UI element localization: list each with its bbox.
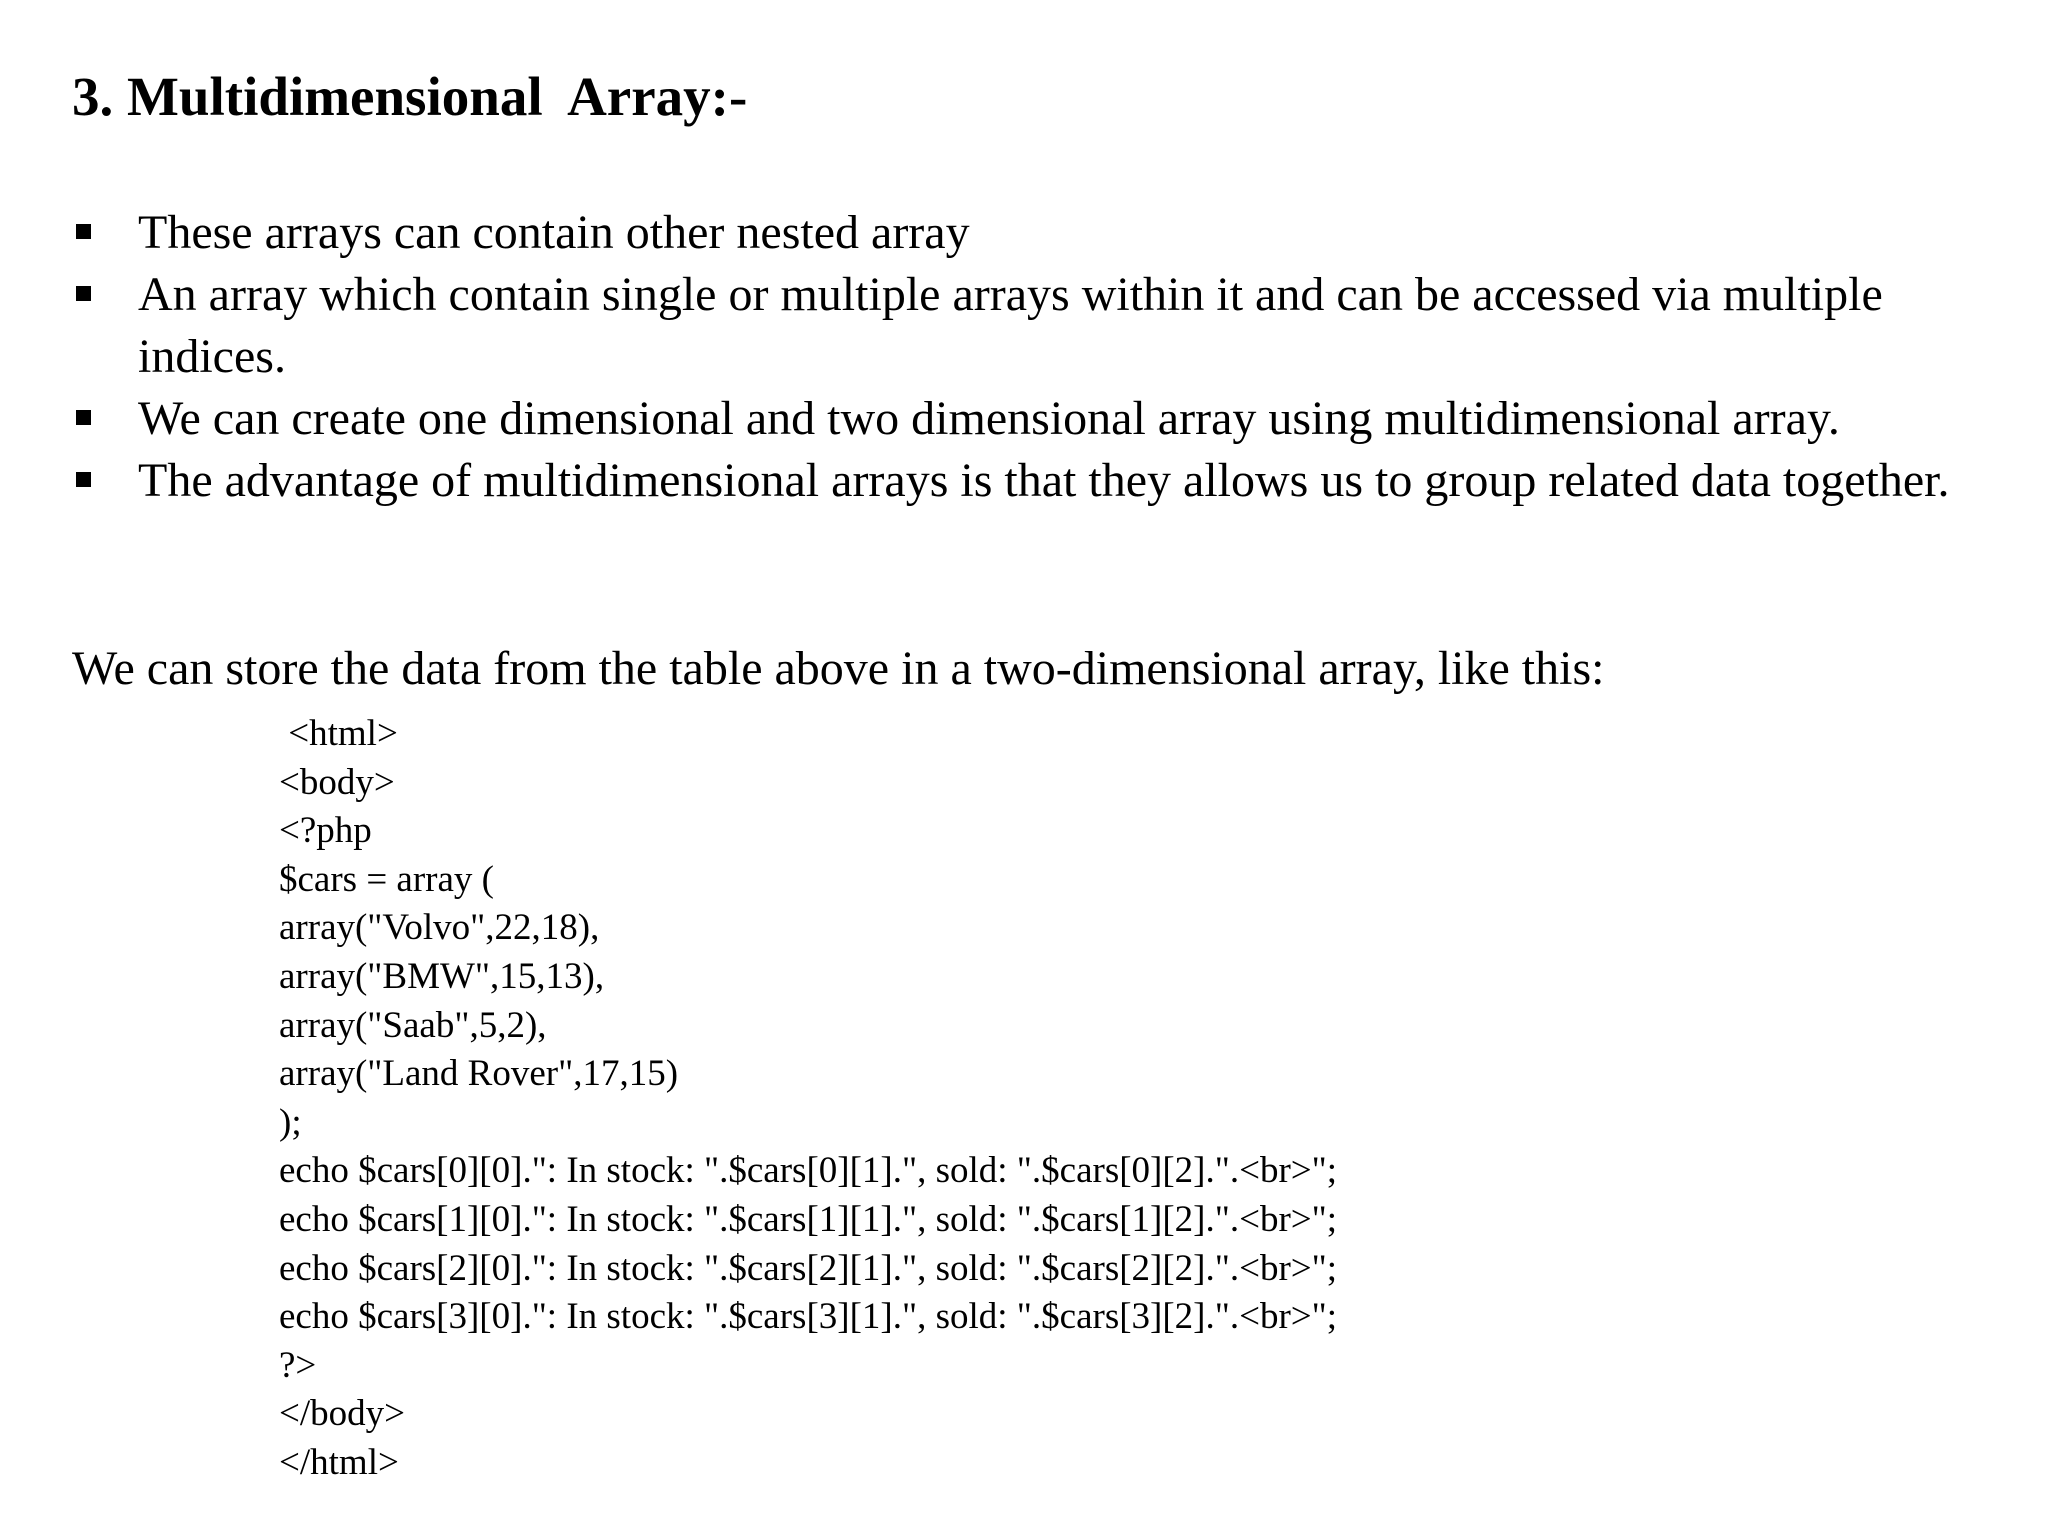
- code-line: array("Land Rover",17,15): [279, 1053, 679, 1095]
- code-line: ?>: [279, 1344, 317, 1386]
- code-line: echo $cars[3][0].": In stock: ".$cars[3][1].", sold: ".$cars[3][2].".<br>";: [279, 1296, 1338, 1338]
- bullet-text: These arrays can contain other nested array: [138, 206, 970, 259]
- code-line: <body>: [279, 761, 395, 803]
- bullet-item: [72, 202, 1972, 264]
- code-line: <html>: [279, 713, 398, 754]
- square-bullet-icon: [76, 224, 91, 239]
- bullet-text: The advantage of multidimensional arrays is that they allows us to group related data together.: [138, 454, 1950, 507]
- bullet-item: [72, 450, 1972, 512]
- bullet-item: [72, 264, 1972, 388]
- code-line: </html>: [279, 1441, 399, 1483]
- code-line: array("Volvo",22,18),: [279, 907, 600, 949]
- bullet-text: We can create one dimensional and two dimensional array using multidimensional array.: [138, 392, 1840, 445]
- code-line: echo $cars[1][0].": In stock: ".$cars[1][1].", sold: ".$cars[1][2].".<br>";: [279, 1198, 1338, 1240]
- square-bullet-icon: [76, 472, 91, 487]
- code-line: <?php: [279, 810, 372, 852]
- code-line: echo $cars[0][0].": In stock: ".$cars[0][1].", sold: ".$cars[0][2].".<br>";: [279, 1150, 1338, 1192]
- code-line: );: [279, 1101, 302, 1143]
- slide-title: 3. Multidimensional Array:-: [72, 66, 748, 127]
- square-bullet-icon: [76, 410, 91, 425]
- square-bullet-icon: [76, 286, 91, 301]
- code-block: [279, 710, 1337, 1488]
- code-line: $cars = array (: [279, 858, 494, 900]
- code-line: echo $cars[2][0].": In stock: ".$cars[2][1].", sold: ".$cars[2][2].".<br>";: [279, 1247, 1338, 1289]
- code-line: array("Saab",5,2),: [279, 1004, 547, 1046]
- bullet-item: [72, 388, 1972, 450]
- bullet-text: An array which contain single or multiple arrays within it and can be accessed via multiple indices.: [138, 268, 1883, 383]
- code-line: </body>: [279, 1393, 406, 1435]
- bullet-list: [72, 202, 1972, 512]
- intro-paragraph: We can store the data from the table above in a two-dimensional array, like this:: [72, 642, 1605, 695]
- code-line: array("BMW",15,13),: [279, 955, 605, 997]
